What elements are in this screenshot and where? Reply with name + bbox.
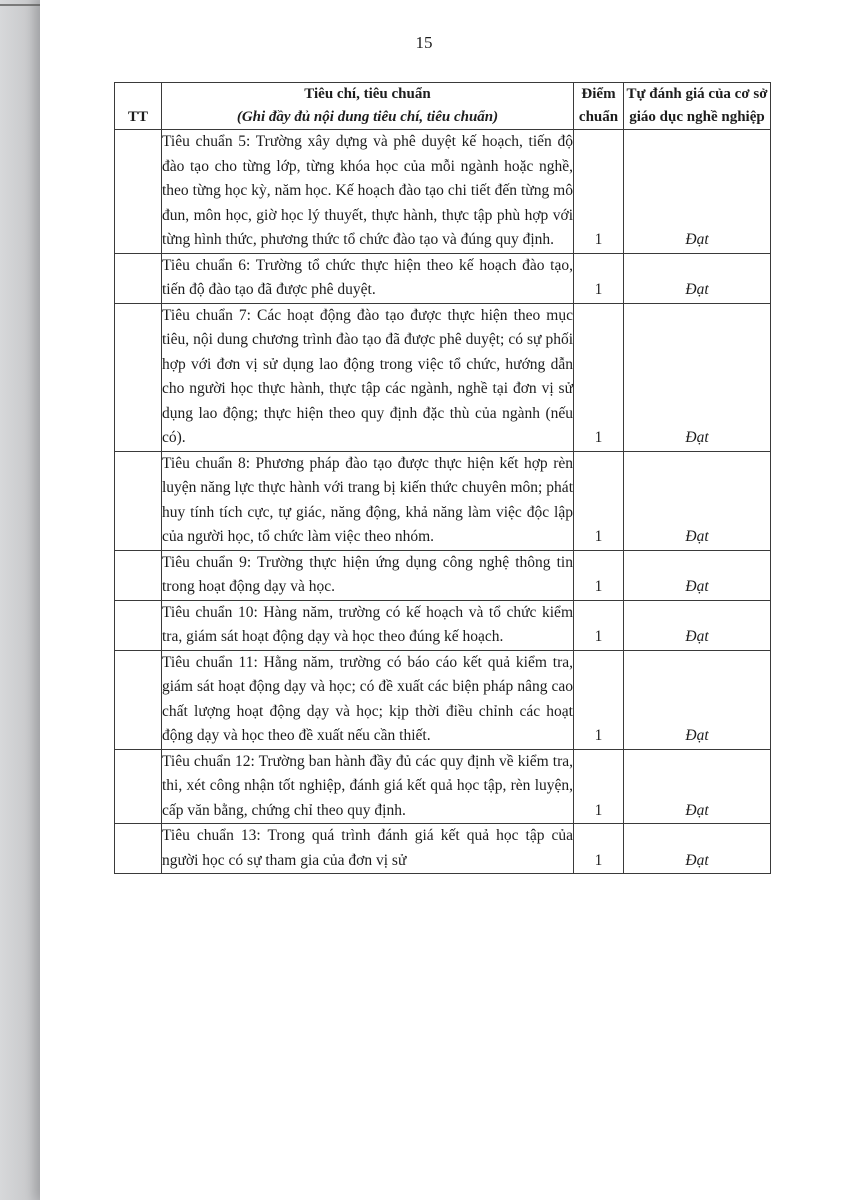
table-row (115, 451, 771, 550)
row-content: Tiêu chuẩn 10: Hàng năm, trường có kế hoạch và tổ chức kiểm tra, giám sát hoạt động dạy và học theo đúng kế hoạch. (162, 600, 574, 650)
header-criteria-title: Tiêu chí, tiêu chuẩn (304, 86, 431, 102)
row-tt (115, 451, 162, 550)
row-score: 1 (574, 650, 624, 749)
table-row (115, 749, 771, 824)
row-content: Tiêu chuẩn 8: Phương pháp đào tạo được thực hiện kết hợp rèn luyện năng lực thực hành với trang bị kiến thức chuyên môn; phát huy tính tích cực, tự giác, năng động, khả năng làm việc độc lập của người học, tổ chức làm việc theo nhóm. (162, 451, 574, 550)
table-row (115, 600, 771, 650)
row-score: 1 (574, 824, 624, 874)
row-score: 1 (574, 451, 624, 550)
table-row (115, 253, 771, 303)
header-criteria (162, 83, 574, 130)
row-tt (115, 824, 162, 874)
row-score: 1 (574, 550, 624, 600)
row-content: Tiêu chuẩn 13: Trong quá trình đánh giá kết quả học tập của người học có sự tham gia của đơn vị sử (162, 824, 574, 874)
row-content: Tiêu chuẩn 6: Trường tổ chức thực hiện theo kế hoạch đào tạo, tiến độ đào tạo đã được phê duyệt. (162, 253, 574, 303)
row-score: 1 (574, 303, 624, 451)
table-row (115, 824, 771, 874)
row-evaluation: Đạt (624, 600, 771, 650)
row-content: Tiêu chuẩn 9: Trường thực hiện ứng dụng công nghệ thông tin trong hoạt động dạy và học. (162, 550, 574, 600)
row-evaluation: Đạt (624, 451, 771, 550)
row-evaluation: Đạt (624, 253, 771, 303)
row-evaluation: Đạt (624, 824, 771, 874)
row-evaluation: Đạt (624, 303, 771, 451)
row-tt (115, 749, 162, 824)
row-content: Tiêu chuẩn 11: Hằng năm, trường có báo cáo kết quả kiểm tra, giám sát hoạt động dạy và học; có đề xuất các biện pháp nâng cao chất lượng hoạt động dạy và học; kịp thời điều chỉnh các hoạt động dạy và học theo đề xuất nếu cần thiết. (162, 650, 574, 749)
scan-left-edge (0, 0, 40, 1200)
row-tt (115, 550, 162, 600)
row-content: Tiêu chuẩn 5: Trường xây dựng và phê duyệt kế hoạch, tiến độ đào tạo cho từng lớp, từng khóa học của mỗi ngành hoặc nghề, theo từng học kỳ, năm học. Kế hoạch đào tạo chi tiết đến từng mô đun, môn học, giờ học lý thuyết, thực hành, thực tập phù hợp với từng hình thức, phương thức tổ chức đào tạo và đúng quy định. (162, 130, 574, 254)
row-tt (115, 303, 162, 451)
row-score: 1 (574, 253, 624, 303)
row-score: 1 (574, 749, 624, 824)
row-tt (115, 650, 162, 749)
row-score: 1 (574, 600, 624, 650)
row-tt (115, 600, 162, 650)
row-tt (115, 130, 162, 254)
header-criteria-subtitle: (Ghi đầy đủ nội dung tiêu chí, tiêu chuẩn) (236, 109, 499, 125)
criteria-table (114, 82, 771, 874)
row-score: 1 (574, 130, 624, 254)
table-row (115, 130, 771, 254)
table-row (115, 650, 771, 749)
row-evaluation: Đạt (624, 650, 771, 749)
header-self-evaluation: Tự đánh giá của cơ sở giáo dục nghề nghiệp (624, 83, 771, 130)
table-row (115, 550, 771, 600)
row-content: Tiêu chuẩn 12: Trường ban hành đầy đủ các quy định về kiểm tra, thi, xét công nhận tốt nghiệp, đánh giá kết quả học tập, rèn luyện, cấp văn bằng, chứng chỉ theo quy định. (162, 749, 574, 824)
page-number: 15 (415, 33, 433, 52)
row-tt (115, 253, 162, 303)
header-score: Điểm chuẩn (574, 83, 624, 130)
header-tt: TT (115, 83, 162, 130)
table-header-row (115, 83, 771, 130)
table-row (115, 303, 771, 451)
row-evaluation: Đạt (624, 749, 771, 824)
row-evaluation: Đạt (624, 130, 771, 254)
row-evaluation: Đạt (624, 550, 771, 600)
row-content: Tiêu chuẩn 7: Các hoạt động đào tạo được thực hiện theo mục tiêu, nội dung chương trình đào tạo đã được phê duyệt; có sự phối hợp với đơn vị sử dụng lao động trong việc tổ chức, hướng dẫn cho người học thực hành, thực tập các ngành, nghề tại đơn vị sử dụng lao động; thực hiện theo quy định đặc thù của ngành (nếu có). (162, 303, 574, 451)
